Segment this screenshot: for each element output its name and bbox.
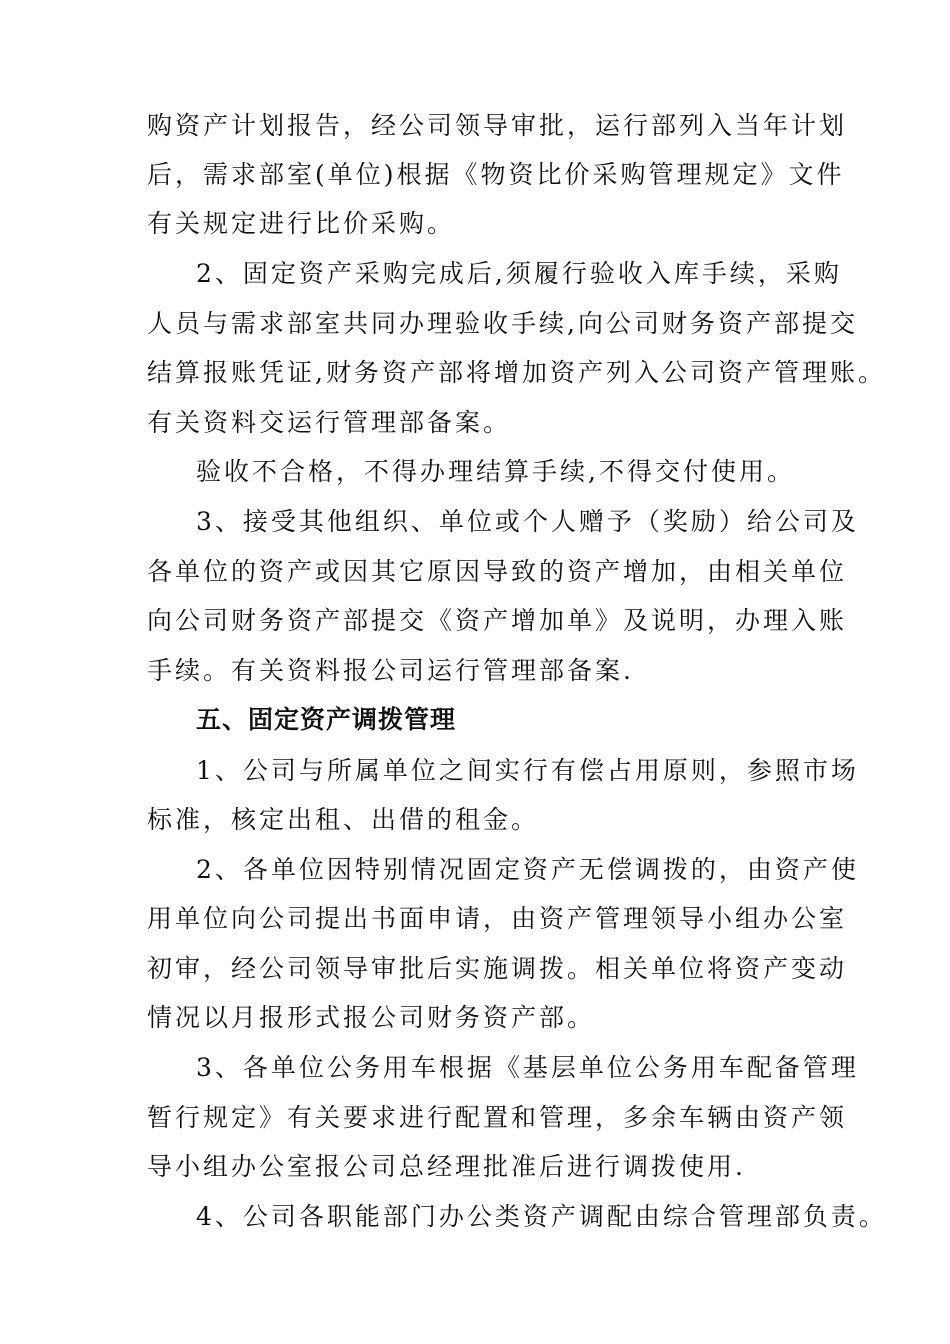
section-heading: 五、固定资产调拨管理 <box>196 705 457 734</box>
paragraph-line: 各单位的资产或因其它原因导致的资产增加，由相关单位 <box>147 557 848 586</box>
paragraph-line: 验收不合格，不得办理结算手续,不得交付使用。 <box>196 457 795 486</box>
paragraph-line: 人员与需求部室共同办理验收手续,向公司财务资产部提交 <box>147 309 858 338</box>
paragraph-line: 结算报账凭证,财务资产部将增加资产列入公司资产管理账。 <box>147 358 886 387</box>
paragraph-line: 向公司财务资产部提交《资产增加单》及说明，办理入账 <box>147 606 848 635</box>
paragraph-line: 3、接受其他组织、单位或个人赠予（奖励）给公司及 <box>196 507 859 536</box>
paragraph-line: 暂行规定》有关要求进行配置和管理，多余车辆由资产领 <box>147 1103 848 1132</box>
paragraph-line: 后，需求部室(单位)根据《物资比价采购管理规定》文件 <box>147 160 845 189</box>
paragraph-line: 2、固定资产采购完成后,须履行验收入库手续，采购 <box>196 259 842 288</box>
paragraph-line: 购资产计划报告，经公司领导审批，运行部列入当年计划 <box>147 111 848 140</box>
paragraph-line: 情况以月报形式报公司财务资产部。 <box>147 1003 596 1032</box>
paragraph-line: 标准，核定出租、出借的租金。 <box>147 805 540 834</box>
paragraph-line: 初审，经公司领导审批后实施调拨。相关单位将资产变动 <box>147 954 848 983</box>
paragraph-line: 2、各单位因特别情况固定资产无偿调拨的，由资产使 <box>196 855 859 884</box>
paragraph-line: 3、各单位公务用车根据《基层单位公务用车配备管理 <box>196 1053 859 1082</box>
paragraph-line: 用单位向公司提出书面申请，由资产管理领导小组办公室 <box>147 904 848 933</box>
paragraph-line: 手续。有关资料报公司运行管理部备案. <box>147 656 634 685</box>
paragraph-line: 有关资料交运行管理部备案。 <box>147 408 512 437</box>
paragraph-line: 有关规定进行比价采购。 <box>147 209 456 238</box>
paragraph-line: 4、公司各职能部门办公类资产调配由综合管理部负责。 <box>196 1202 887 1231</box>
paragraph-line: 导小组办公室报公司总经理批准后进行调拨使用. <box>147 1152 746 1181</box>
paragraph-line: 1、公司与所属单位之间实行有偿占用原则，参照市场 <box>196 756 859 785</box>
